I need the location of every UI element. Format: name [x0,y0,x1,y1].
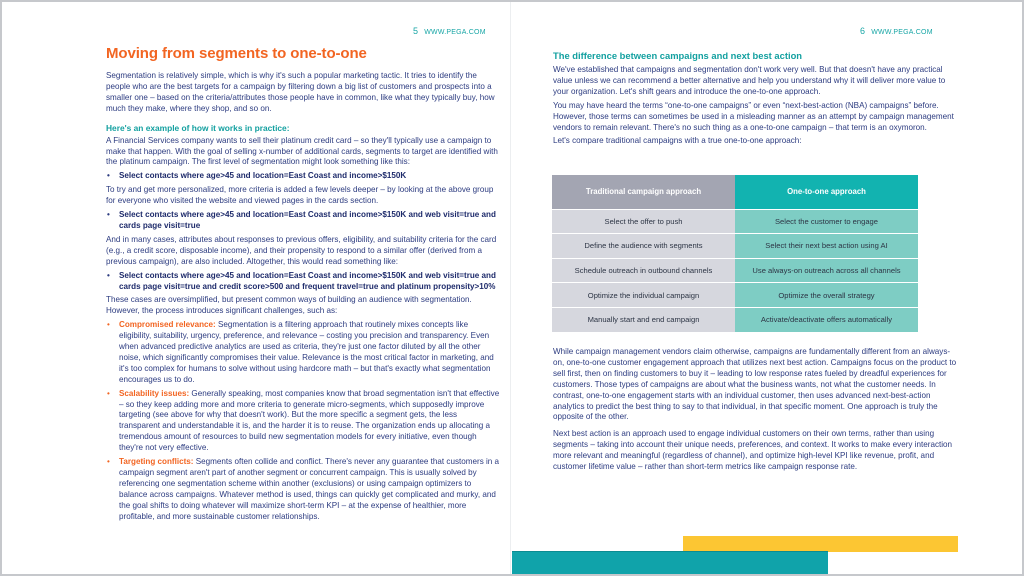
challenge-lead: Compromised relevance: [119,320,216,330]
cell-one-to-one: Select their next best action using AI [735,234,918,259]
example-paragraph-2: To try and get more personalized, more criteria is added a few levels deeper – by looking at the above group for everyone who visited the website and viewed pages in the cards section. [106,185,494,206]
section-title: Moving from segments to one-to-one [106,45,367,62]
page-divider [510,2,511,574]
paragraph-4: While campaign management vendors claim otherwise, campaigns are fundamentally different from an always-on, one-to-one customer engagement approach that utilizes next best action. Campaigns focus on the product to sell first, then on finding customers to buy it – leading to low response rates fueled by dreadful experiences for customers. Those types of campaigns are about what the business wants, not what the customer needs. In contrast, one-to-one engagement starts with an individual customer, then uses advanced next-best-action analytics to predict the best thing to say to that individual, in that specific moment. One approach is truly the opposite of the other. [553,347,957,422]
page-number: 6 [860,26,866,36]
page-folio [413,26,486,36]
challenge-text: Generally speaking, most companies know that broad segmentation isn't that effective – so they keep adding more and more criteria to generate micro-segments, which supposedly improve targeting (see above for why that doesn't work). But the more specific a segment gets, the less transparent and understandable it is, and the harder it is to reuse. The organization ends up allocating a tremendous amount of resources to build new segmentation models for every initiative, even though they're not very effective. [119,388,500,453]
intro-paragraph: Segmentation is relatively simple, which is why it's such a popular marketing tactic. It tries to identify the people who are the best targets for a campaign by filtering down a big list of customers and prospects into a smaller one – based on the criteria/attributes those people have in common, like what they typically buy, how much they make, where they shop, and so on. [106,71,495,113]
header-one-to-one: One-to-one approach [735,175,918,209]
challenge-text: Segmentation is a filtering approach that routinely mixes concepts like eligibility, suitability, urgency, preference, and relevance – costing you precision and transparency. Even when advanced predictive analytics are used as criteria, they're just one factor diluted by all the other noise, which significantly compromises their value. Relevance is the most critical factor in marketing, and it's too complex for humans to solve without using hardcore math – but that's exactly what segmentation encourages us to do. [119,320,494,384]
paragraph-3: Let's compare traditional campaigns with a true one-to-one approach: [553,136,802,146]
cell-traditional: Define the audience with segments [552,234,735,259]
example-paragraph-1: A Financial Services company wants to sell their platinum credit card – so they'll typically use a campaign to make that happen. With the goal of selling x-number of additional cards, segments to target are identified with the platinum campaign. The first level of segmentation might look something like this: [106,135,498,167]
header-traditional: Traditional campaign approach [552,175,735,209]
comparison-table [552,175,918,332]
table-row [552,258,918,283]
challenges-intro: These cases are oversimplified, but present common ways of building an audience with segmentation. However, the process introduces significant challenges, such as: [106,295,472,316]
table-row [552,234,918,259]
challenge-lead: Scalability issues: [119,388,190,398]
query-list-2 [106,210,500,232]
challenge-item [106,389,500,454]
example-heading: Here's an example of how it works in practice: [106,122,290,133]
challenge-lead: Targeting conflicts: [119,457,194,467]
query-bullet: • Select contacts where age>45 and location=East Coast and income>$150K and web visit=true and cards page visit=true and credit score>500 and frequent travel=true and platinum propensity>10% [106,271,500,293]
table-row [552,283,918,308]
challenge-item [106,457,500,522]
cell-traditional: Optimize the individual campaign [552,283,735,308]
cell-traditional: Schedule outreach in outbound channels [552,258,735,283]
decorative-yellow-bar [683,536,958,552]
section-title: The difference between campaigns and next best action [553,50,803,61]
challenges-list [106,320,500,522]
challenge-item [106,320,500,385]
cell-one-to-one: Activate/deactivate offers automatically [735,307,918,332]
query-bullet: • Select contacts where age>45 and location=East Coast and income>$150K [106,171,500,182]
query-bullet: • Select contacts where age>45 and location=East Coast and income>$150K and web visit=true and cards page visit=true [106,210,500,232]
query-list-1 [106,171,500,182]
page-5-content [106,44,500,526]
query-list-3 [106,271,500,293]
cell-one-to-one: Select the customer to engage [735,209,918,234]
decorative-teal-bar [512,552,828,574]
page-number: 5 [413,26,419,36]
cell-one-to-one: Optimize the overall strategy [735,283,918,308]
example-paragraph-3: And in many cases, attributes about responses to previous offers, eligibility, and suitability criteria for the card (e.g., a credit score, disposable income), and their propensity to respond to a similar offer (derived from a previous campaign), are also included. Altogether, this would read something like: [106,234,497,266]
site-url: WWW.PEGA.COM [424,29,486,36]
cell-one-to-one: Use always-on outreach across all channels [735,258,918,283]
page-folio [860,26,933,36]
paragraph-1: We've established that campaigns and segmentation don't work very well. But that doesn't have any practical value unless we can recommend a better alternative and help you understand why it will deliver more value to your organization. Let's shift gears and introduce the one-to-one approach. [553,65,946,96]
table-header-row [552,175,918,209]
table-row [552,209,918,234]
page-6-content [553,50,961,150]
table-row [552,307,918,332]
cell-traditional: Manually start and end campaign [552,307,735,332]
challenge-text: Segments often collide and conflict. There's never any guarantee that customers in a campaign segment aren't part of another segment or concurrent campaign. This is usually solved by referencing one segmentation scheme within another (exclusions) or using campaign optimizers to balance across campaigns. Whatever method is used, things can quickly get complicated and murky, and the goal shifts to doing whatever will maximize short-term KPI – at the expense of healthier, more profitable, and more sustainable customer relationships. [119,457,500,521]
cell-traditional: Select the offer to push [552,209,735,234]
paragraph-2: You may have heard the terms “one-to-one campaigns” or even “next-best-action (NBA) campaigns” before. However, those terms can sometimes be used in a misleading manner as an attempt by campaign management vendors to remain relevant. There's no such thing as a one-to-one campaign – that term is an oxymoron. [553,100,954,132]
paragraph-5: Next best action is an approach used to engage individual customers on their own terms, rather than using segments – taking into account their unique needs, preferences, and context. It works to make every interaction more relevant and meaningful (regardless of channel), and optimize high-level KPI like revenue, profit, and customer lifetime value – rather than short-term metrics like campaign response rate. [553,429,953,472]
site-url: WWW.PEGA.COM [871,29,933,36]
post-table-content [553,347,961,479]
page-6 [512,0,1022,576]
page-5 [2,0,510,576]
